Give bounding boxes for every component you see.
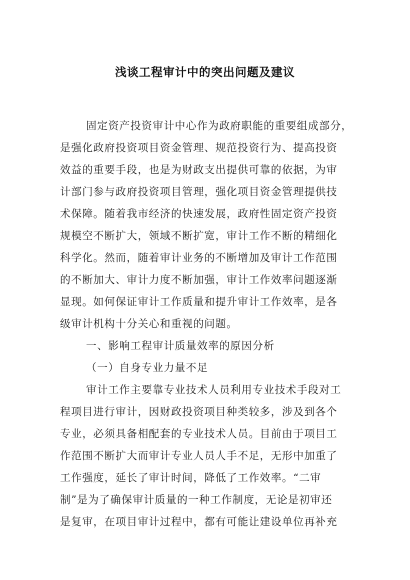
paragraph-line: 固定资产投资审计中心作为政府职能的重要组成部分， (86, 120, 352, 132)
paragraph-line: 术保障。随着我市经济的快速发展，政府性固定资产投资 (60, 208, 338, 220)
paragraph-line: 程项目进行审计，因财政投资项目种类较多，涉及到各个 (60, 406, 338, 418)
document-title: 浅谈工程审计中的突出问题及建议 (115, 65, 295, 79)
paragraph-line: 级审计机构十分关心和重视的问题。 (60, 318, 238, 330)
paragraph-line: 计部门参与政府投资项目管理，强化项目资金管理提供技 (60, 186, 338, 198)
paragraph-line: 效益的重要手段，也是为财政支出提供可靠的依据，为审 (60, 164, 338, 176)
paragraph-line: 工作强度，延长了审计时间，降低了工作效率。“二审 (60, 472, 322, 484)
paragraph-line: 科学化。然而，随着审计业务的不断增加及审计工作范围 (60, 252, 338, 264)
paragraph-line: 规模空不断扩大，领域不断扩宽，审计工作不断的精细化 (60, 230, 338, 242)
subsection-heading: （一）自身专业力量不足 (86, 362, 209, 374)
paragraph-line: 是强化政府投资项目资金管理、规范投资行为、提高投资 (60, 142, 338, 154)
document-body (60, 115, 352, 533)
paragraph-line: 制”是为了确保审计质量的一种工作制度，无论是初审还 (60, 494, 333, 506)
paragraph-line: 的不断加大、审计力度不断加强，审计工作效率问题逐渐 (60, 274, 338, 286)
paragraph-line: 作范围不断扩大而审计专业人员人手不足，无形中加重了 (60, 450, 338, 462)
paragraph-line: 显现。如何保证审计工作质量和提升审计工作效率，是各 (60, 296, 338, 308)
paragraph-line: 审计工作主要靠专业技术人员利用专业技术手段对工 (86, 384, 342, 396)
paragraph-line: 专业，必须具备相配套的专业技术人员。目前由于项目工 (60, 428, 338, 440)
section-heading: 一、影响工程审计质量效率的原因分析 (86, 340, 275, 352)
paragraph-line: 是复审，在项目审计过程中，都有可能让建设单位再补充 (60, 516, 338, 528)
